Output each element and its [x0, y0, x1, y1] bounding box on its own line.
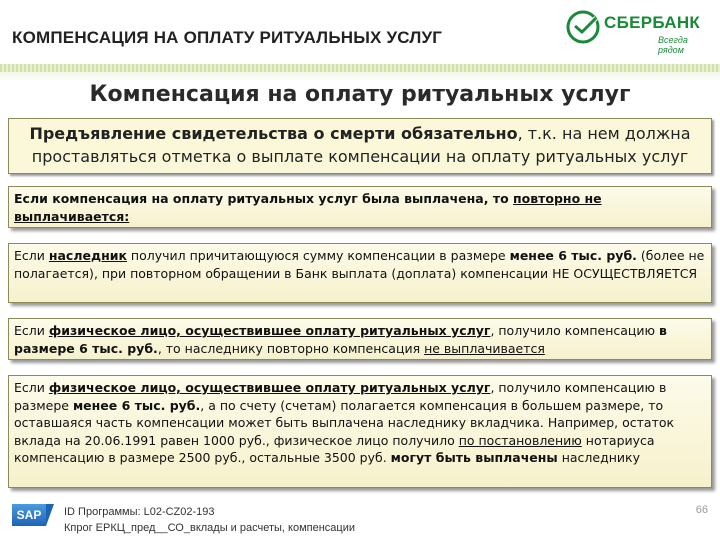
- info-card-4: [8, 375, 712, 488]
- card-text-segment: Если: [14, 380, 49, 395]
- brand-name: СБЕРБАНК: [604, 13, 701, 32]
- sap-logo: SAP: [12, 504, 46, 526]
- card-text-segment: физическое лицо, осуществившее оплату ритуальных услуг: [48, 323, 491, 338]
- card-text-segment: менее 6 тыс. руб.: [509, 248, 637, 263]
- card-text-segment: нотариуса компенсацию в размере 2500 руб., остальные 3500 руб.: [14, 432, 655, 465]
- info-card-2: [8, 243, 712, 303]
- card-text-segment: повторно не выплачивается:: [14, 191, 602, 224]
- info-card-1: [8, 186, 712, 228]
- card-text-segment: физическое лицо, осуществившее оплату ритуальных услуг: [48, 380, 491, 395]
- card-text-segment: менее 6 тыс. руб.: [72, 397, 201, 413]
- notice-box: [8, 118, 712, 174]
- card-text-segment: , получило компенсацию: [490, 323, 660, 338]
- info-card-3: [8, 318, 712, 360]
- card-text-segment: (более не полагается), при повторном обращении в Банк выплата (доплата) компенсации НЕ ОСУЩЕСТВЛЯЕТСЯ: [14, 248, 705, 281]
- card-text-segment: могут быть выплачены: [390, 450, 558, 465]
- card-text-segment: , то наследнику повторно компенсация: [157, 340, 425, 356]
- brand-logo: [566, 8, 716, 55]
- page-number: 66: [695, 504, 708, 516]
- card-text-segment: Если: [14, 248, 49, 263]
- card-text-segment: по постановлению: [458, 432, 582, 448]
- card-text-segment: получил причитающуюся сумму компенсации в размере: [126, 248, 510, 263]
- card-text-segment: , получило компенсацию в размере: [14, 380, 667, 413]
- header-title: КОМПЕНСАЦИЯ НА ОПЛАТУ РИТУАЛЬНЫХ УСЛУГ: [12, 28, 443, 47]
- header-stripe-light: [0, 72, 720, 82]
- page-title: Компенсация на оплату ритуальных услуг: [89, 82, 631, 107]
- footer-text: [64, 504, 355, 536]
- card-text-segment: наследник: [48, 248, 127, 263]
- footer-program-name: Кпрог ЕРКЦ_пред__СО_вклады и расчеты, компенсации: [64, 522, 356, 534]
- notice-bold: Предъявление свидетельства о смерти обязательно: [29, 124, 518, 143]
- card-text-segment: Если: [14, 323, 49, 338]
- header-stripe: [0, 64, 720, 72]
- card-text-segment: Если компенсация на оплату ритуальных услуг была выплачена, то: [14, 191, 514, 206]
- card-text-segment: наследнику: [557, 450, 640, 465]
- sberbank-logo-icon: [566, 10, 600, 44]
- footer-program-id: ID Программы: L02-CZ02-193: [64, 506, 215, 518]
- card-text-segment: , а по счету (счетам) полагается компенсация в большем размере, то оставшаяся часть компенсации может быть выплачена наследнику вкладчика. Например, остаток вклада на 20.06.1991 равен 1000 руб., физическое лицо получило: [14, 397, 675, 448]
- card-text-segment: не выплачивается: [424, 340, 545, 356]
- notice-text: , т.к. на нем должна проставляться отметка о выплате компенсации на оплату ритуальных услуг: [31, 124, 691, 166]
- brand-slogan: Всегда рядом: [658, 35, 688, 55]
- card-text-segment: в размере 6 тыс. руб.: [14, 323, 667, 356]
